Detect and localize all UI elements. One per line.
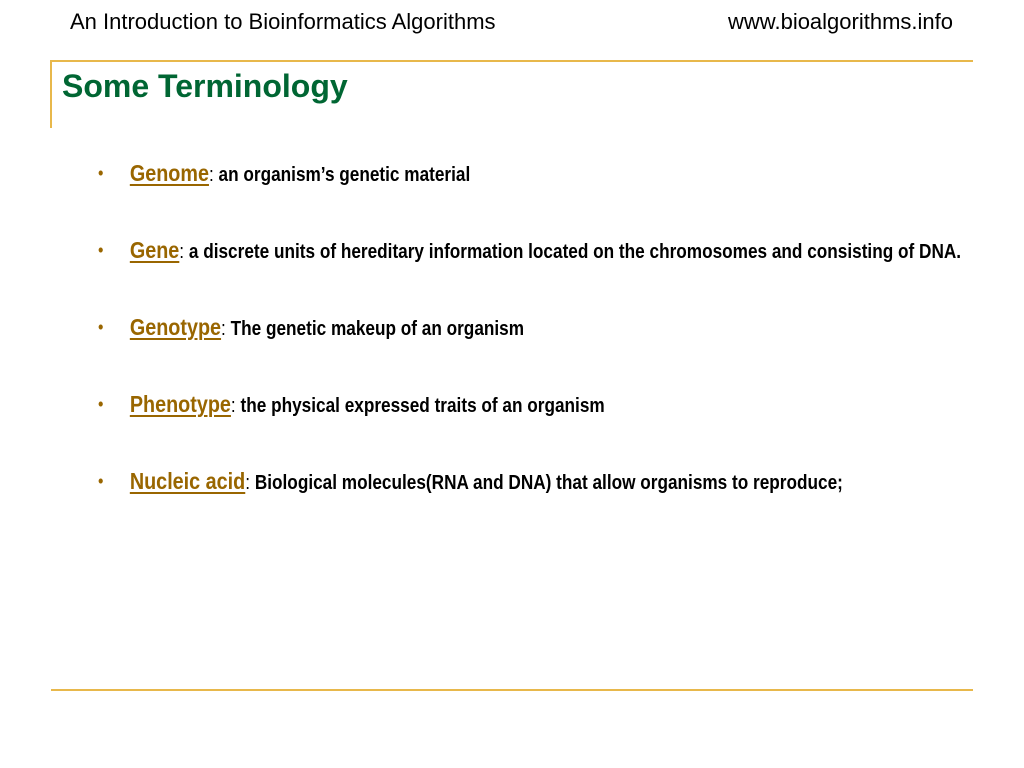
slide-title: Some Terminology	[62, 68, 348, 104]
definition-gene: a discrete units of hereditary information located on the chromosomes and consisting of DNA.	[184, 241, 962, 263]
term-separator: :	[179, 241, 185, 263]
definition-phenotype: the physical expressed traits of an organism	[235, 395, 605, 417]
list-item-genotype	[98, 312, 980, 345]
list-item-nucleic-acid	[98, 466, 980, 499]
bottom-divider	[51, 689, 973, 691]
definition-genome: an organism’s genetic material	[213, 164, 471, 186]
bullet-icon: •	[98, 163, 104, 183]
term-genotype: Genotype	[129, 314, 222, 340]
definition-genotype: The genetic makeup of an organism	[225, 318, 525, 340]
bullet-icon: •	[98, 471, 104, 491]
term-separator: :	[208, 164, 214, 186]
left-divider	[50, 60, 52, 128]
term-gene: Gene	[129, 237, 180, 263]
top-divider	[51, 60, 973, 62]
term-genome: Genome	[129, 160, 209, 186]
course-title: An Introduction to Bioinformatics Algorithms	[70, 9, 496, 34]
list-item-phenotype	[98, 389, 980, 422]
terminology-list	[98, 158, 962, 543]
list-item-gene	[98, 235, 980, 268]
bullet-icon: •	[98, 317, 104, 337]
definition-nucleic-acid: Biological molecules(RNA and DNA) that allow organisms to reproduce;	[250, 472, 843, 494]
term-separator: :	[221, 318, 226, 340]
term-phenotype: Phenotype	[129, 391, 231, 417]
term-separator: :	[230, 395, 236, 417]
list-item-genome	[98, 158, 980, 191]
term-nucleic-acid: Nucleic acid	[129, 468, 246, 494]
bullet-icon: •	[98, 394, 104, 414]
term-separator: :	[245, 472, 251, 494]
bullet-icon: •	[98, 240, 104, 260]
website-url: www.bioalgorithms.info	[728, 9, 953, 34]
